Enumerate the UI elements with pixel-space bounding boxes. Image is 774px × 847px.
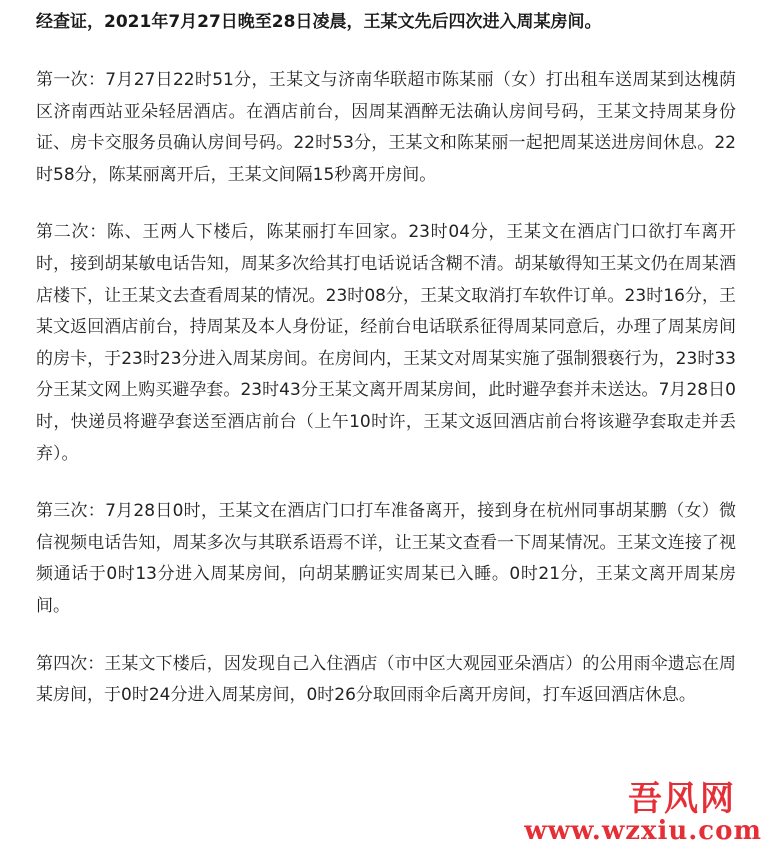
paragraph-third-entry: 第三次：7月28日0时，王某文在酒店门口打车准备离开，接到身在杭州同事胡某鹏（女）微信视频电话告知，周某多次与其联系语焉不详，让王某文查看一下周某情况。王某文连接了视频通话于0时13分进入周某房间，向胡某鹏证实周某已入睡。0时21分，王某文离开周某房间。 (36, 501, 736, 616)
article-body (36, 6, 736, 738)
paragraph-second-entry: 第二次：陈、王两人下楼后，陈某丽打车回家。23时04分，王某文在酒店门口欲打车离开时，接到胡某敏电话告知，周某多次给其打电话说话含糊不清。胡某敏得知王某文仍在周某酒店楼下，让王某文去查看周某的情况。23时08分，王某文取消打车软件订单。23时16分，王某文返回酒店前台，持周某及本人身份证，经前台电话联系征得周某同意后，办理了周某房间的房卡，于23时23分进入周某房间。在房间内，王某文对周某实施了强制猥亵行为，23时33分王某文网上购买避孕套。23时43分王某文离开周某房间，此时避孕套并未送达。7月28日0时，快递员将避孕套送至酒店前台（上午10时许，王某文返回酒店前台将该避孕套取走并丢弃）。 (36, 222, 736, 464)
watermark-url: www.wzxiu.com (524, 816, 762, 846)
paragraph-fourth-entry: 第四次：王某文下楼后，因发现自己入住酒店（市中区大观园亚朵酒店）的公用雨伞遗忘在周某房间，于0时24分进入周某房间，0时26分取回雨伞后离开房间，打车返回酒店休息。 (36, 653, 736, 706)
paragraph-first-entry: 第一次：7月27日22时51分，王某文与济南华联超市陈某丽（女）打出租车送周某到达槐荫区济南西站亚朵轻居酒店。在酒店前台，因周某酒醉无法确认房间号码，王某文持周某身份证、房卡交服务员确认房间号码。22时53分，王某文和陈某丽一起把周某送进房间休息。22时58分，陈某丽离开后，王某文间隔15秒离开房间。 (36, 70, 736, 185)
article-lead: 经查证，2021年7月27日晚至28日凌晨，王某文先后四次进入周某房间。 (36, 12, 602, 32)
watermark-logo: 吾风网 (628, 779, 736, 819)
site-watermark (516, 781, 766, 845)
